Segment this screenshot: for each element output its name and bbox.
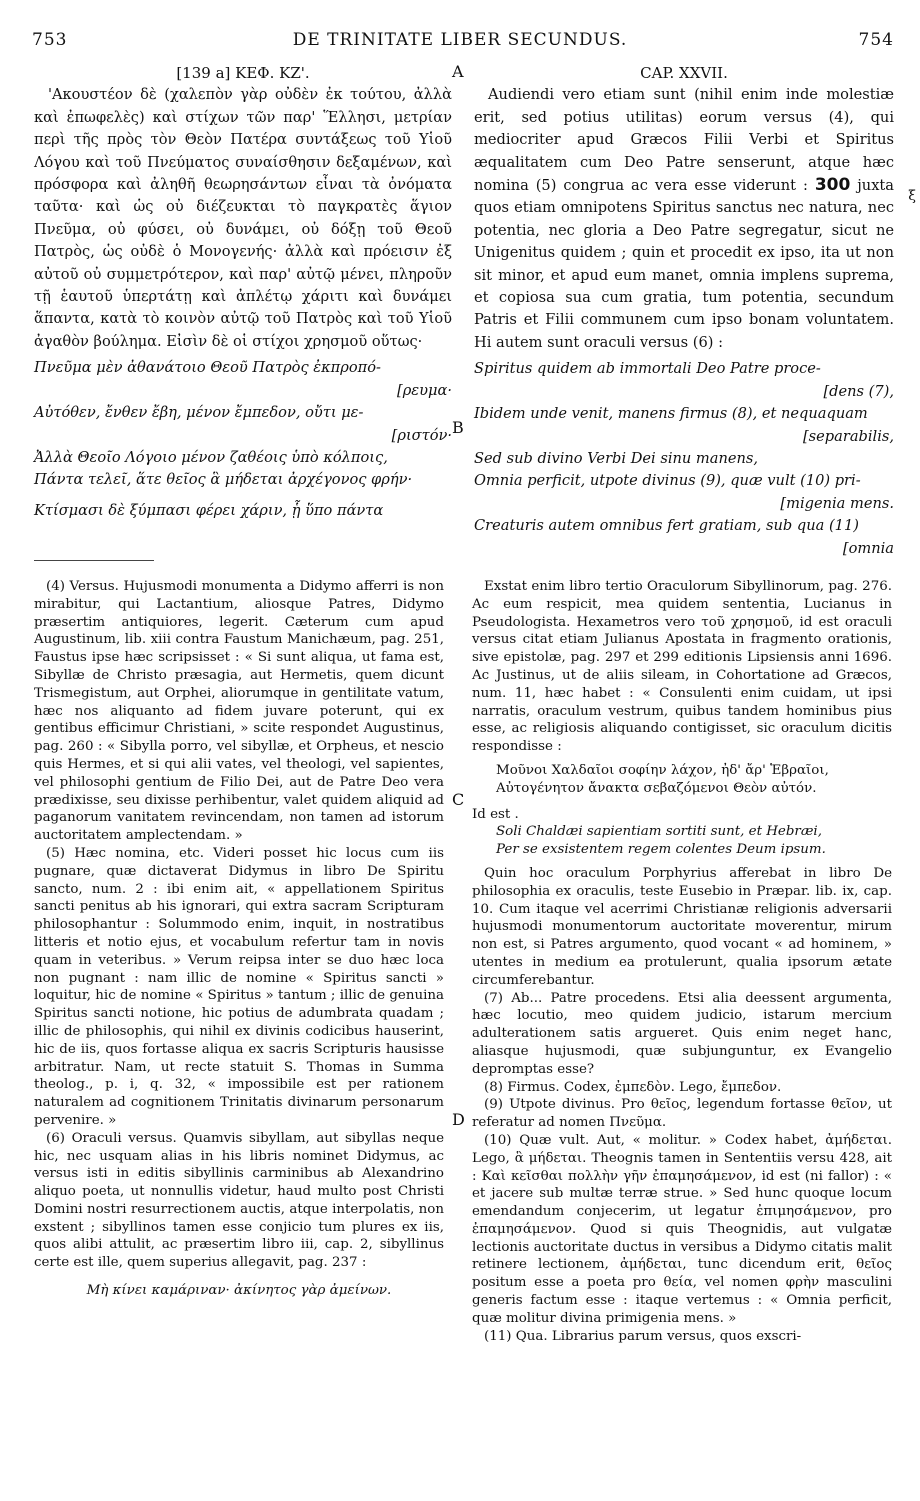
footnote-8: (8) Firmus. Codex, ἐμπεδὸν. Lego, ἔμπεδον.	[484, 1079, 782, 1095]
latin-quote-line-2: Per se exsistentem regem colentes Deum ipsum.	[496, 842, 826, 858]
footnote-4: (4) Versus. Hujusmodi monumenta a Didymo afferri is non mirabitur, qui Lactantium, aliosque Patres, Didymo præsertim antiquiores, legerit. Cæterum cum apud Augustinum, lib. xiii contra Faustum Manichæum, pag. 251, Faustus ipse hæc scripsisset : « Si sunt aliqua, ut fama est, Sibyllæ de Christo præsagia, aut Hermetis, quem dicunt Trismegistum, aut Orphei, aliorumque in gentilitate vatum, hæc nos aliquanto ad fidem juvare poterunt, qui ex gentibus efficimur Christiani, » scite respondet Augustinus, pag. 260 : « Sibylla porro, vel sibyllæ, et Orpheus, et nescio quis Hermes, et si qui alii vates, vel theologi, vel sapientes, vel philosophi gentium de Filio Dei, aut de Patre Deo vera prædixisse, seu dixisse perhibentur, valet quidem aliquid ad paganorum vanitatem revincendam, non tamen ad istorum auctoritatem amplectendam. »	[34, 579, 444, 844]
footnote-7: (7) Ab... Patre procedens. Etsi alia deessent argumenta, hæc locutio, meo quidem judicio, istarum mercium adulterationem satis argueret. Quis enim neget hanc, aliasque hujusmodi, quæ subjunguntur, ex Evangelio depromptas esse?	[472, 990, 892, 1077]
greek-verse-3: Ἀλλὰ Θεοῖο Λόγοιο μένον ζαθέοις ὑπὸ κόλποις,	[34, 448, 388, 466]
footnote-11: (11) Qua. Librarius parum versus, quos exscri-	[484, 1328, 802, 1344]
margin-marker-c: C	[452, 790, 465, 809]
latin-verse-1: Spiritus quidem ab immortali Deo Patre proce-	[474, 360, 821, 378]
latin-quote-line-1: Soli Chaldæi sapientiam sortiti sunt, et Hebræi,	[496, 824, 822, 840]
greek-quote-line-2: Αὐτογένητον ἄνακτα σεβαζόμενοι Θεὸν αὐτόν.	[496, 780, 817, 796]
footnote-6-conclusion: Quin hoc oraculum Porphyrius afferebat in libro De philosophia ex oraculis, teste Eusebio in Præpar. lib. ix, cap. 10. Cum itaque vel acerrimi Christianæ religionis adversarii hujusmodi monumentorum auctoritate moverentur, mirum non est, si Patres argumento, quod vocant « ad hominem, » utentes in medium ea protulerunt, qualia ipsorum ætate circumferebantur.	[472, 865, 892, 988]
footnote-rule	[34, 560, 154, 561]
footnote-6-continued: Exstat enim libro tertio Oraculorum Sibyllinorum, pag. 276. Ac eum respicit, mea quidem sententia, Lucianus in Pseudologista. Hexametros vero τοῦ χρησμοῦ, id est oraculi versus citat etiam Julianus Apostata in fragmento orationis, sive epistolæ, pag. 297 et 299 editionis Lipsiensis anni 1696. Ac Justinus, ut de aliis sileam, in Cohortatione ad Græcos, num. 11, hæc habet : « Consulenti enim cuidam, ut ipsi narratis, oraculum vestrum, quibus tandem hominibus pius esse, ac religiosis aliquando contigisset, sic oraculum dicitis respondisse :	[472, 579, 892, 755]
latin-oracle-verses	[474, 358, 894, 560]
greek-verse-1-cont: [ρευμα·	[397, 381, 452, 399]
latin-verse-5: Creaturis autem omnibus fert gratiam, sub qua (11)	[474, 517, 859, 535]
side-mark: ξ	[908, 188, 916, 204]
page-number-right: 754	[858, 30, 894, 50]
footnote-10: (10) Quæ vult. Aut, « molitur. » Codex habet, ἀμήδεται. Lego, ἃ μήδεται. Theognis tamen in Sententiis versu 428, ait : Καὶ κεῖσθαι πολλὴν γῆν ἐπαμησάμενον, id est (ni fallor) : « et jacere sub multæ terræ strue. » Sed hunc quoque locum emendandum conjecerim, ut legatur ἐπιμησάμενον, pro ἐπαμησάμενον. Quod si quis Theognidis, aut vulgatæ lectionis auctoritate ductus in versibus a Didymo citatis malit retinere lectionem, ἀμήδεται, tunc dicendum erit, θεῖος positum esse a poeta pro θεία, vel nomen φρὴν masculini generis factum esse : itaque vertemus : « Omnia perficit, quæ molitur divina primigenia mens. »	[472, 1132, 892, 1326]
running-title: DE TRINITATE LIBER SECUNDUS.	[292, 30, 628, 50]
margin-marker-a: A	[452, 62, 464, 81]
latin-verse-2-cont: [separabilis,	[802, 427, 894, 445]
greek-column	[34, 62, 452, 522]
margin-marker-d: D	[452, 1110, 465, 1129]
latin-column	[474, 62, 894, 560]
latin-paragraph-2-text: juxta quos etiam omnipotens Spiritus sanctus nec natura, nec potentia, nec gloria a Deo Patre segregatur, sicut ne Unigenitus quidem ; quin et procedit ex ipso, ita ut non sit minor, et apud eum manet, omnia implens suprema, et copiosa sua cum gratia, tum potentia, secundum Patris et Filii communem cum ipso bonam voluntatem. Hi autem sunt oraculi versus (6) :	[474, 177, 895, 351]
footnote-9: (9) Utpote divinus. Pro θεῖος, legendum fortasse θεῖον, ut referatur ad nomen Πνεῦμα.	[472, 1097, 892, 1131]
latin-paragraph-1-text: Audiendi vero etiam sunt (nihil enim inde molestiæ erit, sed potius utilitas) eorum versus (4), qui mediocriter apud Græcos Filii Verbi et Spiritus æqualitatem cum Deo Patre senserunt, atque hæc nomina (5) congrua ac vera esse viderunt :	[474, 86, 894, 195]
footnote-5: (5) Hæc nomina, etc. Videri posset hic locus cum iis pugnare, quæ dictaverat Didymus in libro De Spiritu sancto, num. 2 : ibi enim ait, « appellationem Spiritus sancti penitus ab his ignorari, qui extra sacram Scripturam philosophantur : Solummodo enim, inquit, in nostratibus litteris et notio ejus, et vocabulum refertur tam in novis quam in veteribus. » Verum reipsa inter se duo hæc loca non pugnant : nam illic de nomine « Spiritus sancti » loquitur, hic de nomine « Spiritus » tantum ; illic de genuina Spiritus sancti notione, hic potius de adumbrata quadam ; illic de philosophis, qui nihil ex divinis codicibus hauserint, hic de iis, quos fortasse aliqua ex sacris Scripturis hausisse arbitratur. Nam, ut recte statuit S. Thomas in Summa theolog., p. i, q. 32, « impossibile est per rationem naturalem ad cognitionem Trinitatis divinarum personarum pervenire. »	[34, 845, 444, 1128]
footnote-6: (6) Oraculi versus. Quamvis sibyllam, aut sibyllas neque hic, nec usquam alias in his libris nominet Didymus, ac versus isti in editis sibyllinis carminibus ab Alexandrino aliquo poeta, ut nonnullis videtur, haud multo post Christi Domini nostri resurrectionem auctis, atque interpolatis, non exstent ; sibyllinos tamen esse conjicio tum plures ex iis, quos alibi attulit, ac præsertim libro iii, cap. 2, sibyllinus certe est ille, quem superius allegavit, pag. 237 :	[34, 1130, 444, 1271]
greek-quote-line-1: Μοῦνοι Χαλδαῖοι σοφίην λάχον, ἠδ' ἄρ' Ἑβραῖοι,	[496, 762, 829, 778]
footnote-6-verse: Μὴ κίνει καμάριναν· ἀκίνητος γὰρ ἀμείνων.	[86, 1283, 392, 1299]
greek-oracle-verses	[34, 357, 452, 522]
greek-verse-5: Κτίσμασι δὲ ξύμπασι φέρει χάριν, ᾗ ὕπο πάντα	[34, 501, 384, 519]
footnotes-left	[34, 578, 444, 1300]
latin-verse-2: Ibidem unde venit, manens firmus (8), et nequaquam	[474, 405, 868, 423]
greek-verse-4: Πάντα τελεῖ, ἅτε θεῖος ἃ μήδεται ἀρχέγονος φρήν·	[34, 471, 413, 489]
latin-verse-4-cont: [migenia mens.	[780, 494, 894, 512]
greek-verse-2-cont: [ριστόν·	[391, 426, 452, 444]
latin-verse-5-cont: [omnia	[842, 539, 894, 557]
greek-verse-2: Αὐτόθεν, ἔνθεν ἔβη, μένον ἔμπεδον, οὔτι με-	[34, 404, 364, 422]
latin-paragraph-1	[474, 84, 894, 354]
greek-paragraph: 'Ακουστέον δὲ (χαλεπὸν γὰρ οὐδὲν ἐκ τούτου, ἀλλὰ καὶ ἐπωφελὲς) καὶ στίχων τῶν παρ' Ἕλλησι, μετρίαν περὶ τῆς πρὸς τὸν Θεὸν Πατέρα συντάξεως τοῦ Υἱοῦ Λόγου καὶ τοῦ Πνεύματος συναίσθησιν δεξαμένων, καὶ πρόσφορα καὶ ἀληθῆ θεωρησάντων εἶναι τὰ ὀνόματα ταῦτα· καὶ ὡς οὐ διέζευκται τὸ παγκρατὲς ἅγιον Πνεῦμα, οὐ φύσει, οὐ δυνάμει, οὐ δόξῃ τοῦ Θεοῦ Πατρὸς, ὡς οὐδὲ ὁ Μονογενής· ἀλλὰ καὶ πρόεισιν ἐξ αὐτοῦ οὐ συμμετρότερον, καὶ παρ' αὐτῷ μένει, πληροῦν τῇ ἑαυτοῦ ὑπερτάτῃ καὶ ἀπλέτῳ χάριτι καὶ δυνάμει ἅπαντα, κατὰ τὸ κοινὸν αὐτῷ τοῦ Πατρὸς καὶ τοῦ Υἱοῦ ἀγαθὸν βούλημα. Εἰσὶν δὲ οἱ στίχοι χρησμοῦ οὕτως·	[34, 86, 452, 350]
latin-verse-1-cont: [dens (7),	[823, 382, 894, 400]
greek-chapter-heading: [139 a] ΚΕΦ. ΚΖ'.	[176, 64, 310, 82]
id-est: Id est .	[472, 806, 519, 822]
margin-marker-b: B	[452, 418, 464, 437]
latin-verse-4: Omnia perficit, utpote divinus (9), quæ vult (10) pri-	[474, 472, 861, 490]
latin-verse-3: Sed sub divino Verbi Dei sinu manens,	[474, 449, 759, 467]
latin-chapter-heading: CAP. XXVII.	[640, 64, 728, 82]
greek-verse-1: Πνεῦμα μὲν ἀθανάτοιο Θεοῦ Πατρὸς ἐκπροπό-	[34, 359, 381, 377]
page-number-left: 753	[32, 30, 68, 50]
column-number: 300	[814, 175, 851, 196]
footnotes-right	[472, 578, 892, 1345]
